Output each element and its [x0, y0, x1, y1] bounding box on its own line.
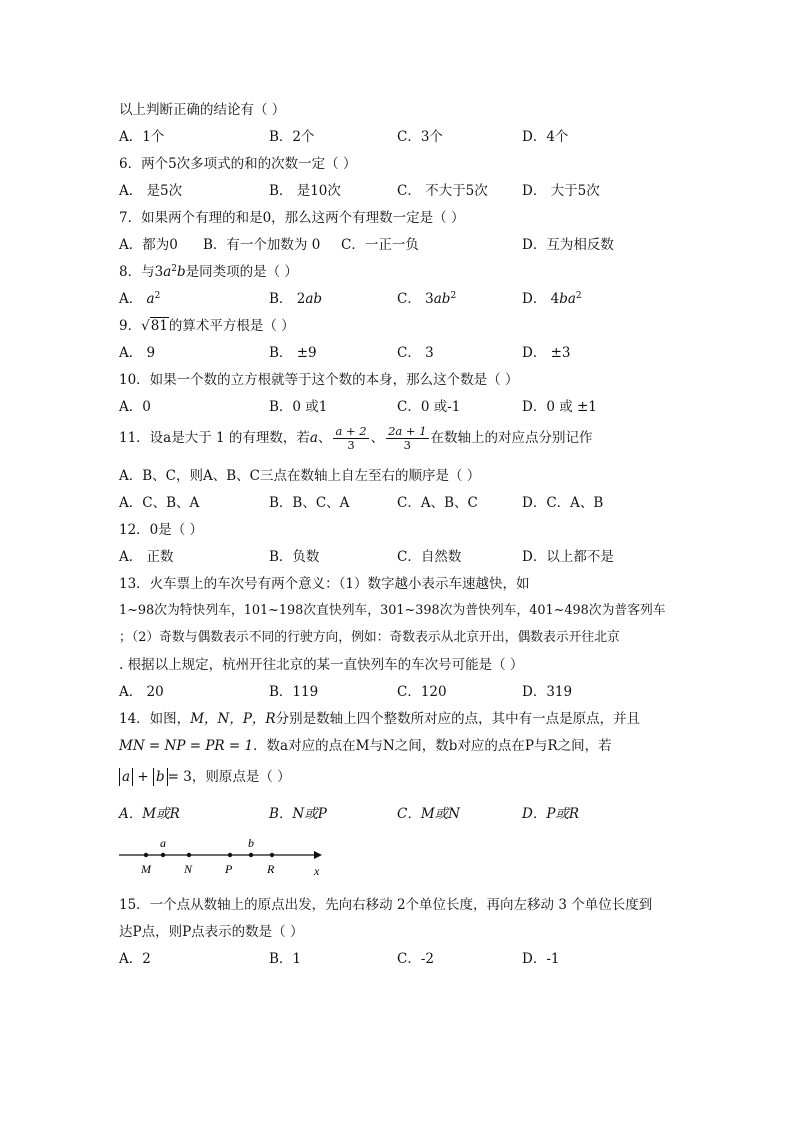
point-a [161, 853, 165, 857]
q11-fraction-2: $\frac{2a + 1}{3}$ [388, 424, 427, 452]
q14-option-d[interactable]: D．P或R [522, 806, 580, 822]
q10-stem: 10．如果一个数的立方根就等于这个数的本身，那么这个数是（ ） [119, 372, 519, 388]
q14-option-c[interactable]: C．M或N [397, 806, 460, 822]
q6-stem: 6．两个5次多项式的和的次数一定（ ） [119, 156, 357, 172]
q13-option-a[interactable]: A． 20 [119, 684, 164, 700]
q5-option-a[interactable]: A．1个 [119, 129, 165, 145]
point-n [187, 853, 191, 857]
q12-stem: 12．0是（ ） [119, 522, 204, 538]
q15-line1: 15．一个点从数轴上的原点出发，先向右移动 2个单位长度，再向左移动 3 个单位长度到 [119, 897, 653, 913]
q8-stem-expr: $3a^2b$ [154, 264, 186, 280]
q11-stem-suffix: 在数轴上的对应点分别记作 [430, 430, 593, 446]
q5-option-d[interactable]: D．4个 [522, 129, 569, 145]
q11-stem: 11．设a是大于 1 的有理数，若a、 $\frac{a + 2}{3}$ 、 $\frac{2a + 1}{3}$ 在数轴上的对应点分别记作 [119, 424, 593, 452]
point-m [144, 853, 148, 857]
q8-option-b[interactable]: B． 2ab [269, 291, 323, 307]
q11-option-d[interactable]: D．C．A、B [522, 495, 604, 511]
q10-options [119, 398, 679, 416]
q14-line2 [119, 737, 612, 755]
abs-a: a [119, 768, 133, 786]
q8-option-a[interactable]: A． $a^2$ [119, 291, 161, 307]
q9-stem [119, 317, 295, 335]
q13-option-c[interactable]: C．120 [397, 684, 447, 700]
q6-option-b[interactable]: B． 是10次 [269, 183, 341, 199]
label-n: N [184, 862, 193, 876]
q13-line4: . 根据以上规定，杭州开往北京的某一直快列车的车次号可能是（ ） [119, 657, 524, 673]
q14-line1-prefix: 14．如图， [119, 711, 191, 727]
q10-option-b[interactable]: B．0 或1 [269, 399, 328, 415]
q14-line1-suffix: 分别是数轴上四个整数所对应的点，其中有一点是原点，并且 [275, 711, 641, 727]
q9-options [119, 344, 679, 362]
q7-stem: 7．如果两个有理的和是0，那么这两个有理数一定是（ ） [119, 210, 465, 226]
label-b: b [248, 836, 254, 850]
sqrt-81: √81 [141, 318, 168, 334]
q13-line1: 13．火车票上的车次号有两个意义：（1）数字越小表示车速越快，如 [119, 576, 530, 592]
q11-option-c[interactable]: C．A、B、C [397, 495, 478, 511]
point-p [228, 853, 232, 857]
q8-option-d[interactable]: D． $4ba^2$ [522, 291, 582, 307]
label-p: P [225, 862, 233, 876]
q8-option-c[interactable]: C． $3ab^2$ [397, 291, 457, 307]
q14-line3: a + b = 3，则原点是（ ） [119, 768, 291, 786]
q7-options [119, 236, 679, 254]
q11-option-a[interactable]: A．C、B、A [119, 495, 200, 511]
q14-line3-eq: = 3 [167, 769, 192, 785]
q13-option-d[interactable]: D．319 [522, 684, 573, 700]
q10-option-d[interactable]: D．0 或 ±1 [522, 399, 597, 415]
q13-option-b[interactable]: B．119 [269, 684, 319, 700]
label-x: x [314, 864, 320, 878]
q15-options [119, 950, 679, 968]
q15-option-c[interactable]: C．-2 [397, 951, 434, 967]
q13-line2: 1~98次为特快列车，101~198次直快列车，301~398次为普快列车，401~498次为普客列车 [119, 603, 666, 618]
label-m: M [141, 862, 151, 876]
q13-options [119, 683, 679, 701]
q9-option-a[interactable]: A． 9 [119, 345, 156, 361]
q11-option-b[interactable]: B．B、C、A [269, 495, 350, 511]
label-r: R [267, 862, 275, 876]
q14-line3-text: ，则原点是（ ） [191, 769, 291, 785]
q10-option-a[interactable]: A．0 [119, 399, 151, 415]
q9-stem-prefix: 9． [119, 318, 142, 334]
q12-option-a[interactable]: A． 正数 [119, 549, 174, 565]
number-line-figure [119, 834, 339, 880]
q12-option-b[interactable]: B．负数 [269, 549, 320, 565]
q10-option-c[interactable]: C．0 或-1 [397, 399, 461, 415]
q6-option-a[interactable]: A． 是5次 [119, 183, 183, 199]
q9-stem-suffix: 的算术平方根是（ ） [168, 318, 295, 334]
q14-line1 [119, 710, 640, 728]
q7-option-d[interactable]: D．互为相反数 [522, 237, 614, 253]
q8-options [119, 290, 679, 308]
q11-options [119, 494, 679, 512]
axis-arrow-icon [314, 851, 322, 859]
q8-stem-suffix: 是同类项的是（ ） [185, 264, 298, 280]
q8-stem [119, 263, 298, 281]
q15-line2: 达P点，则P点表示的数是（ ） [119, 924, 304, 940]
q9-option-c[interactable]: C． 3 [397, 345, 434, 361]
q15-option-b[interactable]: B．1 [269, 951, 302, 967]
q11-fraction-1: $\frac{a + 2}{3}$ [335, 424, 367, 452]
q11-var-a: a [309, 430, 318, 446]
q5-stem: 以上判断正确的结论有（ ） [119, 102, 286, 118]
q7-option-c[interactable]: C．一正一负 [341, 237, 419, 253]
q12-option-c[interactable]: C．自然数 [397, 549, 462, 565]
q11-stem-line2: A．B、C，则A、B、C三点在数轴上自左至右的顺序是（ ） [119, 468, 481, 484]
q6-option-c[interactable]: C． 不大于5次 [397, 183, 488, 199]
q8-stem-prefix: 8．与 [119, 264, 155, 280]
q12-option-d[interactable]: D．以上都不是 [522, 549, 614, 565]
q14-line1-vars: M，N，P，R [190, 711, 276, 727]
q6-options [119, 182, 679, 200]
q9-option-d[interactable]: D． ±3 [522, 345, 571, 361]
q5-option-b[interactable]: B．2个 [269, 129, 315, 145]
q13-line3: ；（2）奇数与偶数表示不同的行驶方向，例如：奇数表示从北京开出，偶数表示开往北京 [119, 630, 620, 645]
q7-option-a[interactable]: A．都为0 [119, 237, 178, 253]
q14-line2-text: ．数a对应的点在M与N之间，数b对应的点在P与R之间，若 [253, 738, 612, 754]
q14-options [119, 805, 679, 823]
q6-option-d[interactable]: D． 大于5次 [522, 183, 600, 199]
q14-option-a[interactable]: A．M或R [119, 806, 180, 822]
label-a: a [160, 836, 166, 850]
q14-option-b[interactable]: B．N或P [269, 806, 327, 822]
q5-option-c[interactable]: C．3个 [397, 129, 443, 145]
point-b [249, 853, 253, 857]
q15-option-a[interactable]: A．2 [119, 951, 151, 967]
q15-option-d[interactable]: D．-1 [522, 951, 560, 967]
q11-stem-prefix: 11．设a是大于 1 的有理数，若 [119, 430, 310, 446]
point-r [270, 853, 274, 857]
q5-options [119, 128, 679, 146]
q7-option-b[interactable]: B．有一个加数为 0 [203, 237, 321, 253]
abs-b: b [153, 768, 168, 786]
q14-equation: MN = NP = PR = 1 [119, 738, 254, 754]
q12-options [119, 548, 679, 566]
q9-option-b[interactable]: B． ±9 [269, 345, 317, 361]
